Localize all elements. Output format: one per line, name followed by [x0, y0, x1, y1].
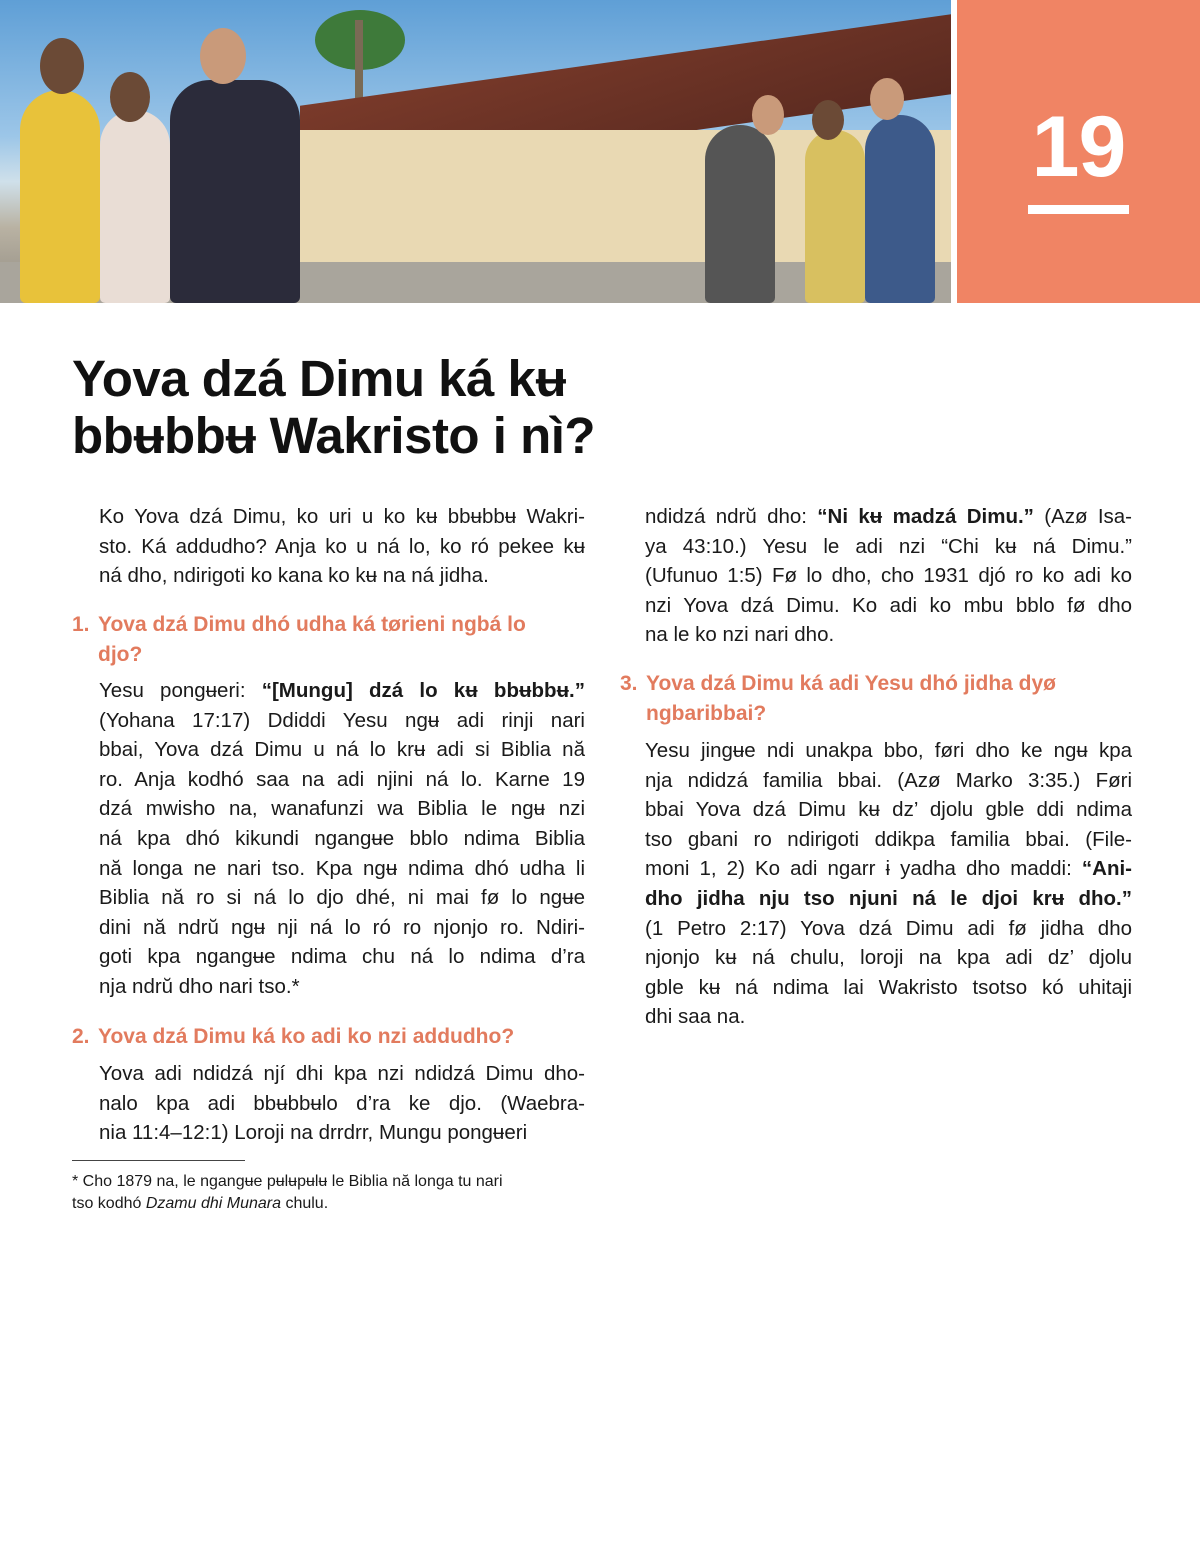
- text-line: [645, 620, 1132, 650]
- text-line: [645, 591, 1132, 621]
- question-text: Yova dzá Dimu dhó udha ká tørieni ngbá lo: [98, 613, 526, 636]
- text-segment: dzá mwisho na, wanafunzi wa Biblia le ngʉ nzi: [99, 797, 585, 821]
- text-segment: tso kodhó: [72, 1195, 146, 1212]
- text-segment: (1 Petro 2:17) Yova dzá Dimu adi fø jidha dho: [645, 916, 1132, 940]
- text-line: [99, 1059, 585, 1089]
- bold-quote: “Ni kʉ madzá Dimu.”: [817, 505, 1034, 528]
- section-3-paragraph: [645, 736, 1132, 1032]
- text-segment: ndidzá ndrŭ dho:: [645, 505, 818, 528]
- section-2-paragraph-part1: [99, 1059, 585, 1148]
- lesson-badge: [957, 0, 1200, 303]
- text-segment: ya 43:10.) Yesu le adi nzi “Chi kʉ ná Dimu.”: [645, 534, 1132, 558]
- text-line: [99, 972, 585, 1002]
- text-line: [645, 532, 1132, 562]
- question-text: Yova dzá Dimu ká ko adi ko nzi addudho?: [98, 1025, 515, 1048]
- text-segment: ná kpa dhó kikundi ngangʉe bblo ndima Biblia: [99, 826, 585, 850]
- text-segment: goti kpa ngangʉe ndima chu ná lo ndima d’ra: [99, 945, 585, 969]
- text-segment: nia 11:4–12:1) Loroji na drrdrr, Mungu pongʉeri: [99, 1121, 528, 1145]
- intro-paragraph: [99, 502, 585, 591]
- italic-title: Dzamu dhi Munara: [145, 1195, 281, 1212]
- question-text: ngbaribbai?: [646, 701, 767, 725]
- text-segment: Yesu jingʉe ndi unakpa bbo, føri dho ke ngʉ kpa: [645, 739, 1132, 762]
- text-line: [99, 883, 585, 913]
- text-segment: sto. Ká addudho? Anja ko u ná lo, ko ró pekee kʉ: [99, 534, 585, 558]
- text-line: [99, 794, 585, 824]
- text-segment: * Cho 1879 na, le ngangʉe pʉlʉpʉlʉ le Biblia nă longa tu nari: [72, 1173, 503, 1190]
- person-head: [200, 28, 246, 84]
- person-figure: [100, 110, 170, 303]
- text-segment: ná dho, ndirigoti ko kana ko kʉ na ná jidha.: [99, 564, 489, 588]
- text-segment: nă longa ne nari tso. Kpa ngʉ ndima dhó udha li: [99, 856, 585, 880]
- text-segment: tso gbani ro ndirigoti ddikpa familia bbai. (File-: [645, 827, 1132, 851]
- bold-quote: “[Mungu] dzá lo kʉ bbʉbbʉ.”: [261, 679, 585, 702]
- text-segment: Yova adi ndidzá njí dhi kpa nzi ndidzá Dimu dho-: [99, 1062, 585, 1085]
- text-segment: chulu.: [281, 1195, 329, 1212]
- text-line: [645, 766, 1132, 796]
- text-line: [645, 795, 1132, 825]
- text-segment: njonjo kʉ ná chulu, loroji na kpa adi dz’ djolu: [645, 946, 1132, 970]
- text-line: [645, 561, 1132, 591]
- text-line: [72, 1171, 572, 1193]
- hero-photo: [0, 0, 951, 303]
- text-segment: gble kʉ ná ndima lai Wakristo tsotso kó uhitaji: [645, 975, 1132, 999]
- footnote-divider: [72, 1160, 245, 1161]
- text-line: [99, 706, 585, 736]
- question-text: djo?: [98, 642, 143, 666]
- person-figure: [170, 80, 300, 303]
- text-line: [645, 854, 1132, 884]
- text-line: [645, 736, 1132, 766]
- person-head: [752, 95, 784, 135]
- person-figure: [805, 130, 865, 303]
- text-line: [645, 943, 1132, 973]
- text-line: [99, 561, 585, 591]
- text-segment: nja ndidzá familia bbai. (Azø Marko 3:35.) Føri: [645, 768, 1132, 792]
- text-line: [99, 676, 585, 706]
- person-head: [812, 100, 844, 140]
- text-line: [99, 942, 585, 972]
- question-text: Yova dzá Dimu ká adi Yesu dhó jidha dyø: [646, 672, 1056, 695]
- person-head: [870, 78, 904, 120]
- person-figure: [705, 125, 775, 303]
- text-line: [99, 913, 585, 943]
- person-figure: [865, 115, 935, 303]
- text-line: [99, 735, 585, 765]
- text-line: [645, 914, 1132, 944]
- lesson-number: 19: [1031, 99, 1126, 195]
- text-line: [99, 824, 585, 854]
- text-segment: (Yohana 17:17) Ddiddi Yesu ngʉ adi rinji nari: [99, 708, 585, 732]
- section-2-paragraph-part2: [645, 502, 1132, 650]
- question-number: 3.: [620, 672, 638, 695]
- text-segment: bbai Yova dzá Dimu kʉ dz’ djolu gble ddi ndima: [645, 798, 1132, 822]
- lesson-number-underline: [1028, 205, 1129, 214]
- text-segment: na le ko nzi nari dho.: [645, 623, 835, 647]
- text-segment: moni 1, 2) Ko adi ngarr ɨ yadha dho maddi:: [645, 857, 1082, 881]
- person-head: [110, 72, 150, 122]
- text-segment: bbai, Yova dzá Dimu u ná lo krʉ adi si Biblia nă: [99, 738, 585, 762]
- text-line: [99, 1089, 585, 1119]
- text-segment: nja ndrŭ dho nari tso.*: [99, 974, 300, 998]
- text-segment: nalo kpa adi bbʉbbʉlo d’ra ke djo. (Waebra-: [99, 1091, 585, 1115]
- text-line: [99, 502, 585, 532]
- question-number: 1.: [72, 613, 90, 636]
- text-segment: ro. Anja kodhó saa na adi njini ná lo. Karne 19: [99, 767, 585, 791]
- text-segment: (Azø Isa-: [1033, 505, 1132, 528]
- text-line: [99, 532, 585, 562]
- title-line: bbʉbbʉ Wakristo i nì?: [72, 407, 596, 464]
- person-figure: [20, 90, 100, 303]
- text-segment: dini nă ndrŭ ngʉ nji ná lo ró ro njonjo ro. Ndiri-: [99, 915, 585, 939]
- footnote: [72, 1171, 572, 1215]
- bold-quote: dho jidha nju tso njuni ná le djoi krʉ dho.”: [645, 886, 1132, 910]
- text-line: [99, 854, 585, 884]
- text-segment: (Ufunuo 1:5) Fø lo dho, cho 1931 djó ro ko adi ko: [645, 564, 1132, 588]
- text-line: [645, 973, 1132, 1003]
- text-segment: nzi Yova dzá Dimu. Ko adi ko mbu bblo fø dho: [645, 593, 1132, 617]
- text-segment: Biblia nă ro si ná lo djo dhé, ni mai fø lo ngʉe: [99, 886, 585, 910]
- text-segment: Yesu pongʉeri:: [99, 679, 262, 702]
- question-number: 2.: [72, 1025, 90, 1048]
- text-line: [72, 1193, 572, 1215]
- text-line: [99, 1118, 585, 1148]
- bold-quote: “Ani-: [1081, 857, 1132, 881]
- title-line: Yova dzá Dimu ká kʉ: [72, 350, 567, 407]
- text-segment: Ko Yova dzá Dimu, ko uri u ko kʉ bbʉbbʉ Wakri-: [99, 505, 585, 528]
- text-line: [645, 502, 1132, 532]
- person-head: [40, 38, 84, 94]
- page-title: [72, 350, 595, 464]
- text-line: [645, 884, 1132, 914]
- text-line: [645, 1002, 1132, 1032]
- text-line: [645, 825, 1132, 855]
- text-line: [99, 765, 585, 795]
- text-segment: dhi saa na.: [645, 1005, 746, 1029]
- section-1-paragraph: [99, 676, 585, 1002]
